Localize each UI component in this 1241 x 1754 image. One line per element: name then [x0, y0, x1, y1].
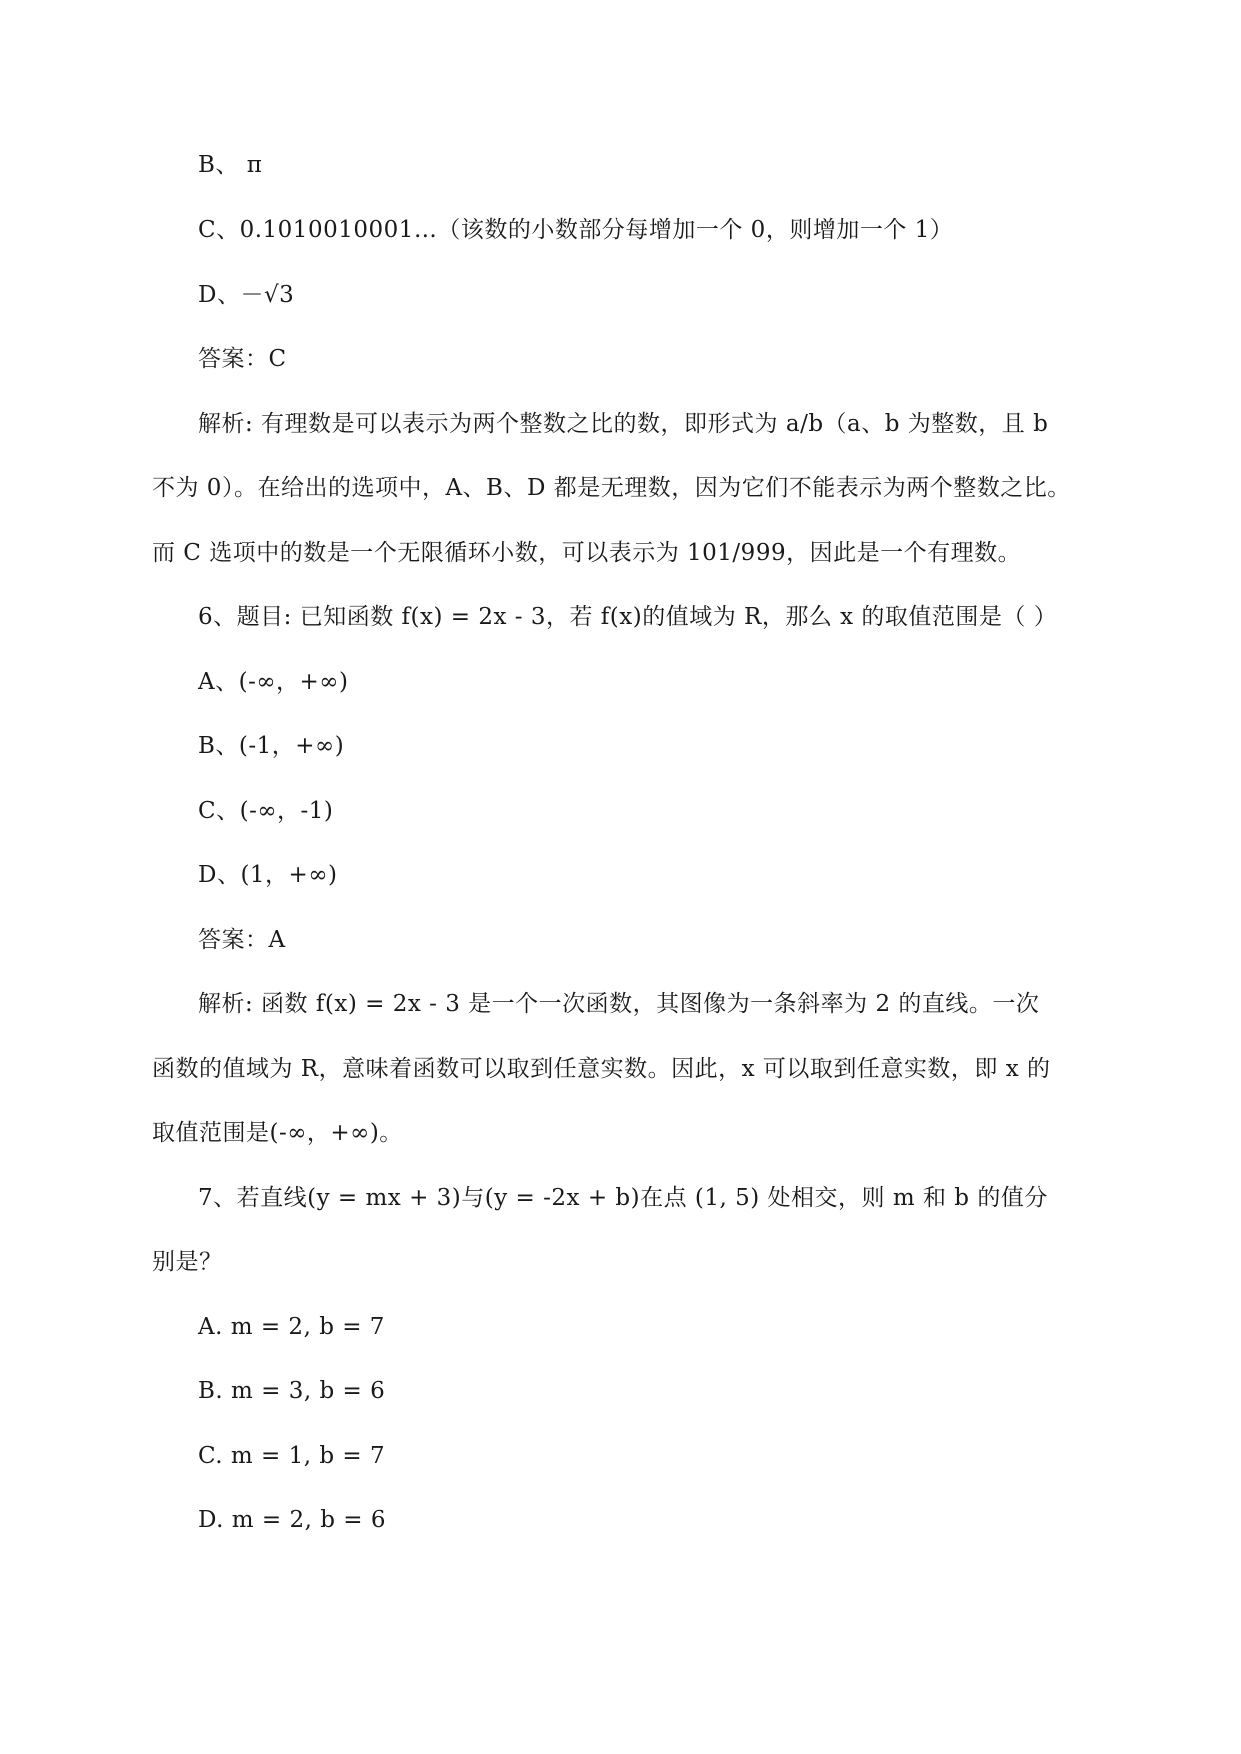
q5-answer: 答案：C — [198, 346, 287, 372]
q7-option-c: C. m = 1, b = 7 — [198, 1443, 386, 1469]
q6-analysis-line: 取值范围是(-∞，+∞)。 — [152, 1120, 403, 1146]
q5-option-d: D、－√3 — [198, 282, 295, 308]
q5-option-c: C、0.1010010001…（该数的小数部分每增加一个 0，则增加一个 1） — [198, 217, 954, 243]
q6-question: 6、题目: 已知函数 f(x) = 2x - 3，若 f(x)的值域为 R，那么 x 的取值范围是（ ） — [198, 604, 1058, 630]
q7-option-b: B. m = 3, b = 6 — [198, 1378, 386, 1404]
q6-option-c: C、(-∞，-1) — [198, 798, 334, 824]
q5-option-b: B、 π — [198, 152, 263, 178]
q5-analysis-line: 不为 0）。在给出的选项中，A、B、D 都是无理数，因为它们不能表示为两个整数之比。 — [152, 475, 1071, 501]
q7-option-d: D. m = 2, b = 6 — [198, 1507, 386, 1533]
q6-analysis-line: 函数的值域为 R，意味着函数可以取到任意实数。因此，x 可以取到任意实数，即 x 的 — [152, 1056, 1051, 1082]
q5-analysis-line: 而 C 选项中的数是一个无限循环小数，可以表示为 101/999，因此是一个有理数。 — [152, 540, 1022, 566]
q7-question-line: 别是？ — [152, 1249, 223, 1275]
q6-answer: 答案：A — [198, 927, 286, 953]
q5-analysis-line: 解析: 有理数是可以表示为两个整数之比的数，即形式为 a/b（a、b 为整数，且 b — [198, 411, 1049, 437]
q6-option-a: A、(-∞，+∞) — [198, 669, 349, 695]
q6-analysis-line: 解析: 函数 f(x) = 2x - 3 是一个一次函数，其图像为一条斜率为 2 的直线。一次 — [198, 991, 1040, 1017]
q7-question-line: 7、若直线(y = mx + 3)与(y = -2x + b)在点 (1, 5) 处相交，则 m 和 b 的值分 — [198, 1185, 1048, 1211]
q7-option-a: A. m = 2, b = 7 — [198, 1314, 385, 1340]
q6-option-b: B、(-1，+∞) — [198, 733, 345, 759]
q6-option-d: D、(1，+∞) — [198, 862, 338, 888]
